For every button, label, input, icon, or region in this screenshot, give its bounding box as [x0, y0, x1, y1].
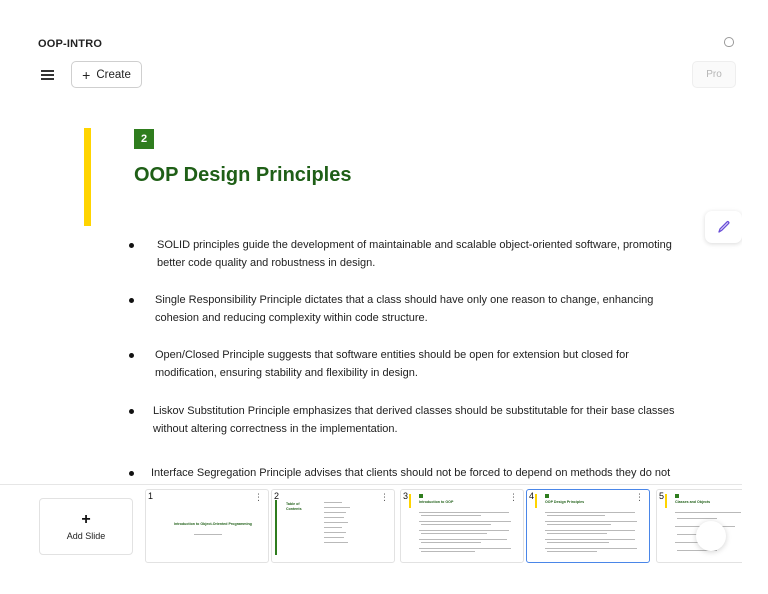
bullet-text: Liskov Substitution Principle emphasizes that derived classes should be substitutable for their base classes without altering correctness in the implementation.: [153, 405, 675, 435]
add-slide-label: Add Slide: [66, 531, 106, 541]
more-vertical-icon[interactable]: ⋮: [380, 492, 389, 502]
more-vertical-icon[interactable]: ⋮: [254, 492, 263, 502]
pen-icon: [716, 219, 732, 235]
thumbnail-preview: [400, 489, 524, 563]
thumbnail-number: 1: [148, 491, 154, 501]
bullet-item[interactable]: [129, 464, 729, 482]
slide-title[interactable]: OOP Design Principles: [134, 164, 352, 186]
menu-icon[interactable]: [41, 70, 54, 80]
pro-button[interactable]: Pro: [692, 61, 736, 88]
thumbnail-preview: [271, 489, 395, 563]
slide-thumbnail-3[interactable]: [400, 489, 524, 563]
thumbnail-preview: [145, 489, 269, 563]
thumbnail-title: Table of Contents: [286, 502, 302, 511]
create-button[interactable]: [71, 61, 142, 88]
more-vertical-icon[interactable]: ⋮: [509, 492, 518, 502]
bullet-text: Open/Closed Principle suggests that software entities should be open for extension but closed for modification, ensuring stability and flexibility in design.: [155, 349, 629, 379]
bullet-dot: [129, 409, 134, 414]
profile-icon[interactable]: [724, 37, 734, 47]
thumbnail-title: OOP Design Principles: [545, 500, 585, 504]
thumbnail-number: 2: [274, 491, 280, 501]
bullet-dot: [129, 298, 134, 303]
bullet-dot: [129, 243, 134, 248]
bullet-text: Interface Segregation Principle advises that clients should not be forced to depend on methods they do not: [151, 467, 671, 479]
plus-icon: +: [82, 66, 91, 83]
thumbnail-number: 3: [403, 491, 409, 501]
thumbnail-title: Introduction to Object-Oriented Programming: [174, 522, 252, 526]
slide-thumbnail-1[interactable]: [145, 489, 269, 563]
thumbnail-preview: [526, 489, 650, 563]
right-gutter: [742, 92, 768, 594]
top-bar: [0, 0, 768, 56]
bullet-text: Single Responsibility Principle dictates that a class should have only one reason to change, enhancing cohesion and reducing complexity within code structure.: [155, 294, 654, 324]
slide-number-badge: 2: [134, 129, 154, 149]
floating-action-button[interactable]: [696, 521, 726, 551]
create-button-label: Create: [96, 68, 131, 81]
thumbnail-title: Introduction to OOP: [419, 500, 454, 504]
slide-thumbnail-2[interactable]: [271, 489, 395, 563]
app-title: OOP-INTRO: [38, 38, 103, 50]
more-vertical-icon[interactable]: ⋮: [635, 492, 644, 502]
thumbnail-number: 4: [529, 491, 535, 501]
plus-icon: +: [81, 511, 91, 528]
add-slide-button[interactable]: [39, 498, 133, 555]
pen-button[interactable]: [705, 211, 742, 243]
thumbnail-title: Classes and Objects: [675, 500, 711, 504]
bullet-text: SOLID principles guide the development of maintainable and scalable object-oriented software, promoting better code quality and robustness in design.: [157, 239, 672, 269]
thumbnail-number: 5: [659, 491, 665, 501]
slide-thumbnail-4[interactable]: [526, 489, 650, 563]
bullet-dot: [129, 353, 134, 358]
bullet-dot: [129, 471, 134, 476]
accent-bar: [84, 128, 91, 226]
